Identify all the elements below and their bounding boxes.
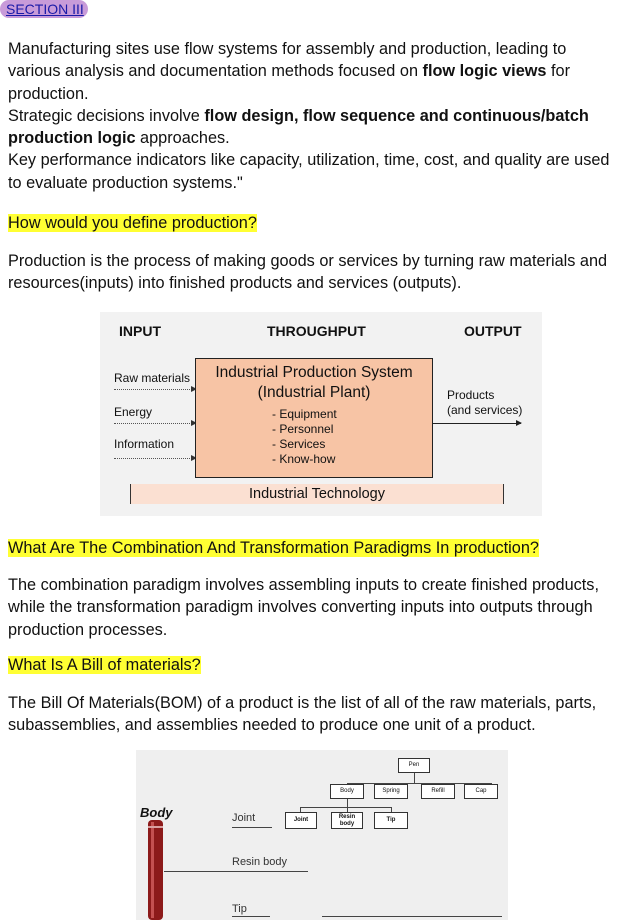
intro-p1-text: Manufacturing sites use flow systems for assembly and production, leading to various analysis and documentation methods focused on bbox=[8, 40, 567, 81]
output-services: (and services) bbox=[447, 403, 523, 417]
tree-line bbox=[347, 799, 348, 807]
bom-node-pen: Pen bbox=[398, 758, 430, 773]
system-subtitle: (Industrial Plant) bbox=[257, 384, 371, 401]
label-tip: Tip bbox=[232, 903, 247, 915]
system-title: Industrial Production System bbox=[215, 364, 413, 381]
input-arrow bbox=[114, 389, 196, 390]
answer-paradigms: The combination paradigm involves assembling inputs to create finished products, while the transformation paradigm involves converting inputs into outputs through production processes. bbox=[8, 576, 599, 639]
bom-node-body: Body bbox=[330, 784, 364, 799]
input-arrow bbox=[114, 458, 196, 459]
system-item: - Personnel bbox=[272, 422, 334, 436]
intro-p2-text: Strategic decisions involve bbox=[8, 106, 205, 125]
label-resin-body: Resin body bbox=[232, 856, 288, 868]
question-paradigms: What Are The Combination And Transformation Paradigms In production? bbox=[8, 539, 539, 557]
intro-p2-bold: flow design, flow sequence and continuous/batch production logic bbox=[8, 106, 589, 148]
bom-node-resin-body: Resin body bbox=[331, 812, 363, 829]
answer-bill-of-materials: The Bill Of Materials(BOM) of a product is the list of all of the raw materials, parts, subassemblies, and assemblies needed to produce one unit of a product. bbox=[8, 694, 597, 735]
question-production-definition: How would you define production? bbox=[8, 214, 257, 232]
bom-node-tip: Tip bbox=[374, 812, 408, 829]
output-header: OUTPUT bbox=[464, 323, 522, 339]
input-header: INPUT bbox=[119, 323, 161, 339]
intro-p2-end: approaches. bbox=[135, 129, 230, 148]
input-raw-materials: Raw materials bbox=[114, 371, 191, 385]
intro-p1-bold: flow logic views bbox=[422, 62, 547, 81]
bom-node-cap: Cap bbox=[464, 784, 498, 799]
label-pointer bbox=[164, 871, 308, 872]
bill-of-materials-figure bbox=[136, 750, 508, 920]
section-pill[interactable]: SECTION III bbox=[0, 0, 88, 18]
pen-body-illustration bbox=[144, 820, 168, 920]
bom-node-joint: Joint bbox=[285, 812, 317, 829]
bom-node-refill: Refill bbox=[421, 784, 455, 799]
output-arrow bbox=[433, 423, 521, 424]
label-underline bbox=[232, 916, 270, 917]
label-underline bbox=[232, 827, 272, 828]
question-bill-of-materials: What Is A Bill of materials? bbox=[8, 656, 201, 674]
figure-line bbox=[322, 916, 502, 917]
bom-node-spring: Spring bbox=[374, 784, 408, 799]
intro-p1-end: for production. bbox=[8, 62, 571, 103]
intro-p3-text: Key performance indicators like capacity, utilization, time, cost, and quality are used to evaluate production systems." bbox=[8, 151, 610, 192]
throughput-header: THROUGHPUT bbox=[267, 323, 366, 339]
industrial-technology-bar: Industrial Technology bbox=[130, 484, 504, 504]
input-energy: Energy bbox=[114, 405, 153, 419]
production-system-box bbox=[195, 358, 433, 478]
answer-production-definition: Production is the process of making goods or services by turning raw materials and resources(inputs) into finished products and services (outputs). bbox=[8, 252, 608, 293]
input-arrow bbox=[114, 423, 196, 424]
output-label bbox=[447, 388, 522, 418]
system-item: - Know-how bbox=[272, 452, 336, 466]
tree-line bbox=[300, 807, 392, 808]
output-products: Products bbox=[447, 388, 495, 402]
label-joint: Joint bbox=[232, 812, 256, 824]
production-system-diagram bbox=[100, 312, 542, 516]
input-information: Information bbox=[114, 437, 175, 451]
intro-paragraph bbox=[8, 38, 620, 194]
system-item: - Equipment bbox=[272, 407, 337, 421]
tree-line bbox=[414, 773, 415, 783]
system-item: - Services bbox=[272, 437, 326, 451]
pen-body-title: Body bbox=[140, 805, 173, 820]
